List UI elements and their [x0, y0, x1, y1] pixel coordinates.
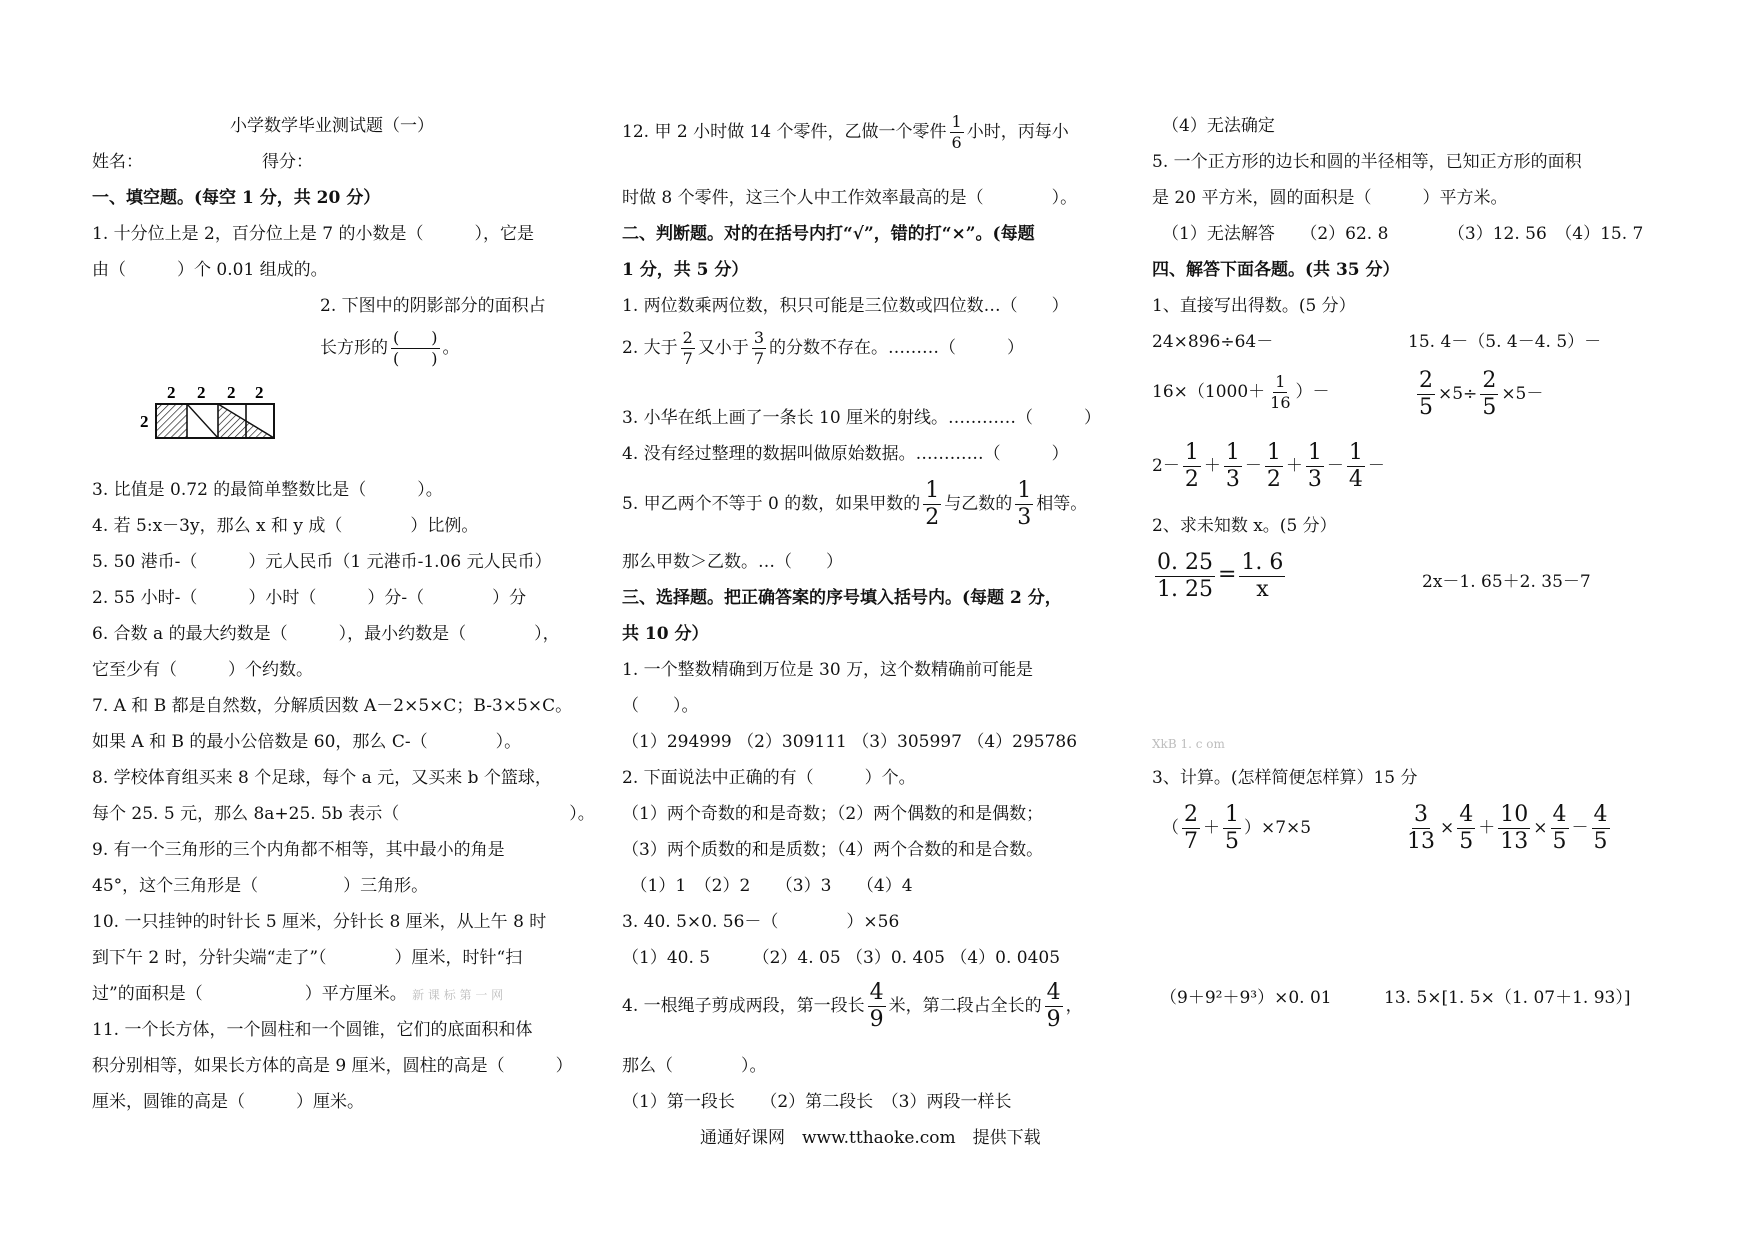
- choice-1-line-2: （ ）。: [622, 696, 699, 716]
- diagram-shapes: [156, 404, 274, 438]
- choice-1-options: （1）294999 （2）309111 （3）305997 （4）295786: [622, 732, 1078, 752]
- diagonal-1: [187, 404, 218, 438]
- fraction: [1223, 804, 1241, 853]
- fraction-numerator: 1: [1225, 802, 1239, 827]
- expression-1: 24×896÷64－: [1152, 332, 1274, 352]
- calculation-1: [1162, 804, 1311, 853]
- fraction-numerator: 4: [1552, 802, 1567, 827]
- fraction-denominator: 9: [1046, 1007, 1061, 1032]
- fraction-denominator: 7: [1184, 829, 1198, 854]
- question-2-tail: 。: [442, 338, 460, 358]
- fraction-denominator: 5: [1593, 829, 1608, 854]
- question-4: 4. 若 5:x－3y，那么 x 和 y 成（ ）比例。: [92, 516, 479, 536]
- section-1-heading: 一、填空题。(每空 1 分，共 20 分）: [92, 188, 381, 208]
- choice-4-text-mid: 米，第二段占全长的: [888, 996, 1042, 1016]
- judge-4: 4. 没有经过整理的数据叫做原始数据。…………（ ）: [622, 444, 1069, 464]
- calculation-4: 13. 5×[1. 5×（1. 07＋1. 93）]: [1384, 988, 1631, 1008]
- calculation-3: （9＋9²＋9³）×0. 01: [1160, 988, 1332, 1008]
- fraction: [1265, 442, 1283, 491]
- shaded-square: [156, 404, 187, 438]
- judge-2: [622, 330, 1024, 367]
- fraction-denominator: 7: [753, 349, 764, 368]
- fraction-numerator: 1: [1184, 440, 1199, 465]
- fraction: [752, 330, 766, 367]
- calculation-1-tail: ）×7×5: [1244, 818, 1312, 838]
- section-2-heading-line-2: 1 分，共 5 分）: [622, 260, 749, 280]
- operator: ×: [1440, 818, 1455, 838]
- expression-4-tail: ×5－: [1501, 384, 1544, 404]
- fraction: [1239, 552, 1285, 601]
- page-title: 小学数学毕业测试题（一）: [230, 116, 434, 136]
- expression-2: 15. 4－（5. 4－4. 5）－: [1408, 332, 1602, 352]
- fraction-denominator: 5: [1459, 829, 1474, 854]
- fraction: [1224, 442, 1242, 491]
- question-12-text-tail: 小时，丙每小: [966, 122, 1069, 142]
- question-2-blank-fraction: [391, 330, 440, 367]
- expression-5: [1152, 442, 1385, 491]
- fraction: [1347, 442, 1365, 491]
- operator: －: [1326, 456, 1344, 476]
- fraction: [1417, 370, 1435, 419]
- expression-4: [1414, 370, 1543, 419]
- expression-5-start: 2－: [1152, 456, 1180, 476]
- judge-1: 1. 两位数乘两位数，积只可能是三位数或四位数…（ ）: [622, 296, 1069, 316]
- question-3: 3. 比值是 0.72 的最简单整数比是（ ）。: [92, 480, 443, 500]
- question-10-line-3: [92, 984, 503, 1005]
- expression-3: [1152, 374, 1330, 411]
- section-4-heading: 四、解答下面各题。(共 35 分）: [1152, 260, 1400, 280]
- diagram-top-label: 2: [255, 383, 264, 402]
- question-8-line-1: 8. 学校体育组买来 8 个足球，每个 a 元，又买来 b 个篮球，: [92, 768, 552, 788]
- expression-3-tail: ）－: [1295, 382, 1330, 402]
- fraction-numerator: ( ): [393, 328, 438, 347]
- question-12-line-1: [622, 114, 1069, 151]
- question-9-line-1: 9. 有一个三角形的三个内角都不相等，其中最小的角是: [92, 840, 505, 860]
- fraction-numerator: 4: [1593, 802, 1608, 827]
- operator: －: [1244, 456, 1262, 476]
- subsection-3-heading: 3、计算。(怎样简便怎样算）15 分: [1152, 768, 1418, 788]
- operator: －: [1367, 456, 1385, 476]
- question-5-line-1: 5. 50 港币-（ ）元人民币（1 元港币-1.06 元人民币）: [92, 552, 552, 572]
- question-5-line-2: 2. 55 小时-（ ）小时（ ）分-（ ）分: [92, 588, 527, 608]
- choice-4-text-tail: ，: [1065, 996, 1083, 1016]
- operator: ＋: [1478, 818, 1496, 838]
- choice-4-option-4: （4）无法确定: [1162, 116, 1275, 136]
- section-2-heading-line-1: 二、判断题。对的在括号内打“√”，错的打“×”。(每题: [622, 224, 1035, 244]
- subsection-1-heading: 1、直接写出得数。(5 分）: [1152, 296, 1356, 316]
- watermark-text: XkB 1. c om: [1152, 737, 1225, 751]
- fraction-numerator: 3: [753, 328, 764, 347]
- section-3-heading-line-1: 三、选择题。把正确答案的序号填入括号内。(每题 2 分，: [622, 588, 1062, 608]
- choice-4-text: 4. 一根绳子剪成两段，第一段长: [622, 996, 865, 1016]
- name-label: 姓名：: [92, 152, 143, 172]
- fraction: [1182, 804, 1200, 853]
- question-11-line-2: 积分别相等，如果长方体的高是 9 厘米，圆柱的高是（ ）: [92, 1056, 573, 1076]
- fraction: [1480, 370, 1498, 419]
- choice-2-statements-1: （1）两个奇数的和是奇数；（2）两个偶数的和是偶数；: [622, 804, 1044, 824]
- fraction-numerator: 1: [1225, 440, 1240, 465]
- fraction-denominator: 5: [1419, 395, 1433, 420]
- fraction: [1045, 982, 1063, 1031]
- fraction: [950, 114, 964, 151]
- fraction: [923, 480, 941, 529]
- fraction-numerator: 10: [1500, 802, 1529, 827]
- fraction: [1306, 442, 1324, 491]
- calculation-2: [1402, 804, 1613, 853]
- fraction-denominator: 9: [869, 1007, 884, 1032]
- question-12-text: 12. 甲 2 小时做 14 个零件，乙做一个零件: [622, 122, 947, 142]
- fraction-numerator: 2: [1184, 802, 1198, 827]
- question-11-line-1: 11. 一个长方体，一个圆柱和一个圆锥，它们的底面积和体: [92, 1020, 533, 1040]
- judge-3: 3. 小华在纸上画了一条长 10 厘米的射线。…………（ ）: [622, 408, 1102, 428]
- question-6-line-2: 它至少有（ ）个约数。: [92, 660, 313, 680]
- fraction-numerator: 4: [1459, 802, 1474, 827]
- fraction-denominator: 5: [1482, 395, 1497, 420]
- fraction-numerator: 1: [1307, 440, 1322, 465]
- fraction-denominator: 1. 25: [1157, 577, 1213, 602]
- question-1-line-2: 由（ ）个 0.01 组成的。: [92, 260, 328, 280]
- fraction: [1183, 442, 1201, 491]
- question-10-line-3-text: 过”的面积是（ ）平方厘米。: [92, 984, 407, 1004]
- question-11-line-3: 厘米，圆锥的高是（ ）厘米。: [92, 1092, 364, 1112]
- diagram-top-label: 2: [197, 383, 206, 402]
- question-10-line-1: 10. 一只挂钟的时针长 5 厘米，分针长 8 厘米，从上午 8 时: [92, 912, 547, 932]
- judge-2-text-tail: 的分数不存在。………（ ）: [769, 338, 1024, 358]
- fraction-denominator: 2: [1184, 467, 1199, 492]
- fraction: [1592, 804, 1610, 853]
- fraction-denominator: 3: [1225, 467, 1240, 492]
- question-9-line-2: 45°，这个三角形是（ ）三角形。: [92, 876, 429, 896]
- fraction: [1015, 480, 1033, 529]
- fraction: [681, 330, 695, 367]
- question-1-line-1: 1. 十分位上是 2，百分位上是 7 的小数是（ ），它是: [92, 224, 534, 244]
- judge-5-text-mid: 与乙数的: [944, 494, 1013, 514]
- fraction-denominator: 3: [1017, 505, 1032, 530]
- judge-5-line-2: 那么甲数＞乙数。…（ ）: [622, 552, 843, 572]
- question-7-line-1: 7. A 和 B 都是自然数，分解质因数 A－2×5×C；B-3×5×C。: [92, 696, 573, 716]
- fraction: [1457, 804, 1475, 853]
- fraction-denominator: 5: [1552, 829, 1567, 854]
- fraction-denominator: 3: [1307, 467, 1322, 492]
- choice-1-line-1: 1. 一个整数精确到万位是 30 万，这个数精确前可能是: [622, 660, 1034, 680]
- choice-2-options: （1）1 （2）2 （3）3 （4）4: [622, 876, 913, 896]
- choice-2-statements-2: （3）两个质数的和是质数；（4）两个合数的和是合数。: [622, 840, 1044, 860]
- question-8-line-2: 每个 25. 5 元，那么 8a+25. 5b 表示（ ）。: [92, 804, 595, 824]
- operator: ＋: [1203, 818, 1220, 838]
- paren-open: （: [1162, 818, 1179, 838]
- judge-2-text-mid: 又小于: [697, 338, 749, 358]
- subsection-2-heading: 2、求未知数 x。(5 分）: [1152, 516, 1337, 536]
- fraction: [1405, 804, 1437, 853]
- judge-5-text: 5. 甲乙两个不等于 0 的数，如果甲数的: [622, 494, 921, 514]
- fraction-denominator: 13: [1500, 829, 1529, 854]
- question-7-line-2: 如果 A 和 B 的最小公倍数是 60，那么 C-（ ）。: [92, 732, 522, 752]
- choice-4-line-2: 那么（ ）。: [622, 1056, 767, 1076]
- question-12-line-2: 时做 8 个零件，这三个人中工作效率最高的是（ ）。: [622, 188, 1078, 208]
- fraction-numerator: 3: [1414, 802, 1428, 827]
- choice-3-options: （1）40. 5 （2）4. 05 （3）0. 405 （4）0. 0405: [622, 948, 1061, 968]
- choice-4-options: （1）第一段长 （2）第二段长 （3）两段一样长: [622, 1092, 1012, 1112]
- fraction-numerator: 1: [925, 478, 940, 503]
- fraction-denominator: 16: [1270, 393, 1291, 412]
- fraction-numerator: 1: [1348, 440, 1363, 465]
- fraction-denominator: 7: [682, 349, 693, 368]
- fraction: [1498, 804, 1530, 853]
- fraction-denominator: 2: [1266, 467, 1281, 492]
- question-6-line-1: 6. 合数 a 的最大约数是（ ），最小约数是（ ），: [92, 624, 560, 644]
- fraction-denominator: ( ): [393, 349, 438, 368]
- fraction-denominator: x: [1256, 577, 1269, 602]
- fraction-numerator: 1: [951, 112, 962, 131]
- question-2-text: 长方形的: [320, 338, 388, 358]
- fraction-numerator: 1: [1017, 478, 1032, 503]
- choice-3: 3. 40. 5×0. 56－（ ）×56: [622, 912, 900, 932]
- equation-2: 2x－1. 65＋2. 35－7: [1422, 572, 1591, 592]
- watermark-text: 新 课 标 第 一 网: [412, 988, 504, 1002]
- fraction: [1268, 374, 1292, 411]
- fraction-numerator: 1: [1266, 440, 1281, 465]
- equation-1: [1152, 552, 1288, 601]
- diagram-top-label: 2: [227, 383, 236, 402]
- fraction: [1155, 552, 1215, 601]
- fraction-numerator: 1. 6: [1241, 550, 1284, 575]
- question-2-line-1: 2. 下图中的阴影部分的面积占: [320, 296, 546, 316]
- section-3-heading-line-2: 共 10 分）: [622, 624, 709, 644]
- operator: ＋: [1203, 456, 1221, 476]
- diagram-side-label: 2: [140, 412, 149, 431]
- fraction-denominator: 2: [925, 505, 940, 530]
- judge-2-text: 2. 大于: [622, 338, 678, 358]
- operator: ＋: [1285, 456, 1303, 476]
- question-10-line-2: 到下午 2 时，分针尖端“走了”（ ）厘米，时针“扫: [92, 948, 523, 968]
- fraction-numerator: 0. 25: [1157, 550, 1213, 575]
- operator: －: [1571, 818, 1589, 838]
- fraction-numerator: 2: [1482, 368, 1497, 393]
- equals-sign: =: [1217, 562, 1237, 587]
- fraction-numerator: 2: [1419, 368, 1433, 393]
- fraction-denominator: 6: [951, 133, 962, 152]
- question-2-line-2: [320, 330, 460, 367]
- diagram-top-label: 2: [167, 383, 176, 402]
- choice-5-line-2: 是 20 平方米，圆的面积是（ ）平方米。: [1152, 188, 1508, 208]
- fraction-denominator: 5: [1225, 829, 1239, 854]
- operator: ×: [1533, 818, 1548, 838]
- expression-4-operator: ×5÷: [1438, 384, 1478, 404]
- choice-2: 2. 下面说法中正确的有（ ）个。: [622, 768, 916, 788]
- fraction-numerator: 2: [682, 328, 693, 347]
- fraction-numerator: 1: [1275, 372, 1286, 391]
- fraction: [1551, 804, 1569, 853]
- fraction-numerator: 4: [869, 980, 884, 1005]
- fraction-denominator: 13: [1407, 829, 1435, 854]
- rectangle-shading-diagram: [140, 362, 310, 472]
- fraction-denominator: 4: [1348, 467, 1363, 492]
- choice-5-options: （1）无法解答 （2）62. 8 （3）12. 56 （4）15. 7: [1162, 224, 1644, 244]
- choice-4-line-1: [622, 982, 1083, 1031]
- fraction-numerator: 4: [1046, 980, 1061, 1005]
- fraction: [868, 982, 886, 1031]
- footer-credit: 通通好课网 www.tthaoke.com 提供下载: [700, 1128, 1041, 1148]
- score-label: 得分：: [262, 152, 313, 172]
- expression-3-text: 16×（1000＋: [1152, 382, 1266, 402]
- judge-5-text-tail: 相等。: [1036, 494, 1088, 514]
- choice-5-line-1: 5. 一个正方形的边长和圆的半径相等，已知正方形的面积: [1152, 152, 1582, 172]
- judge-5-line-1: [622, 480, 1087, 529]
